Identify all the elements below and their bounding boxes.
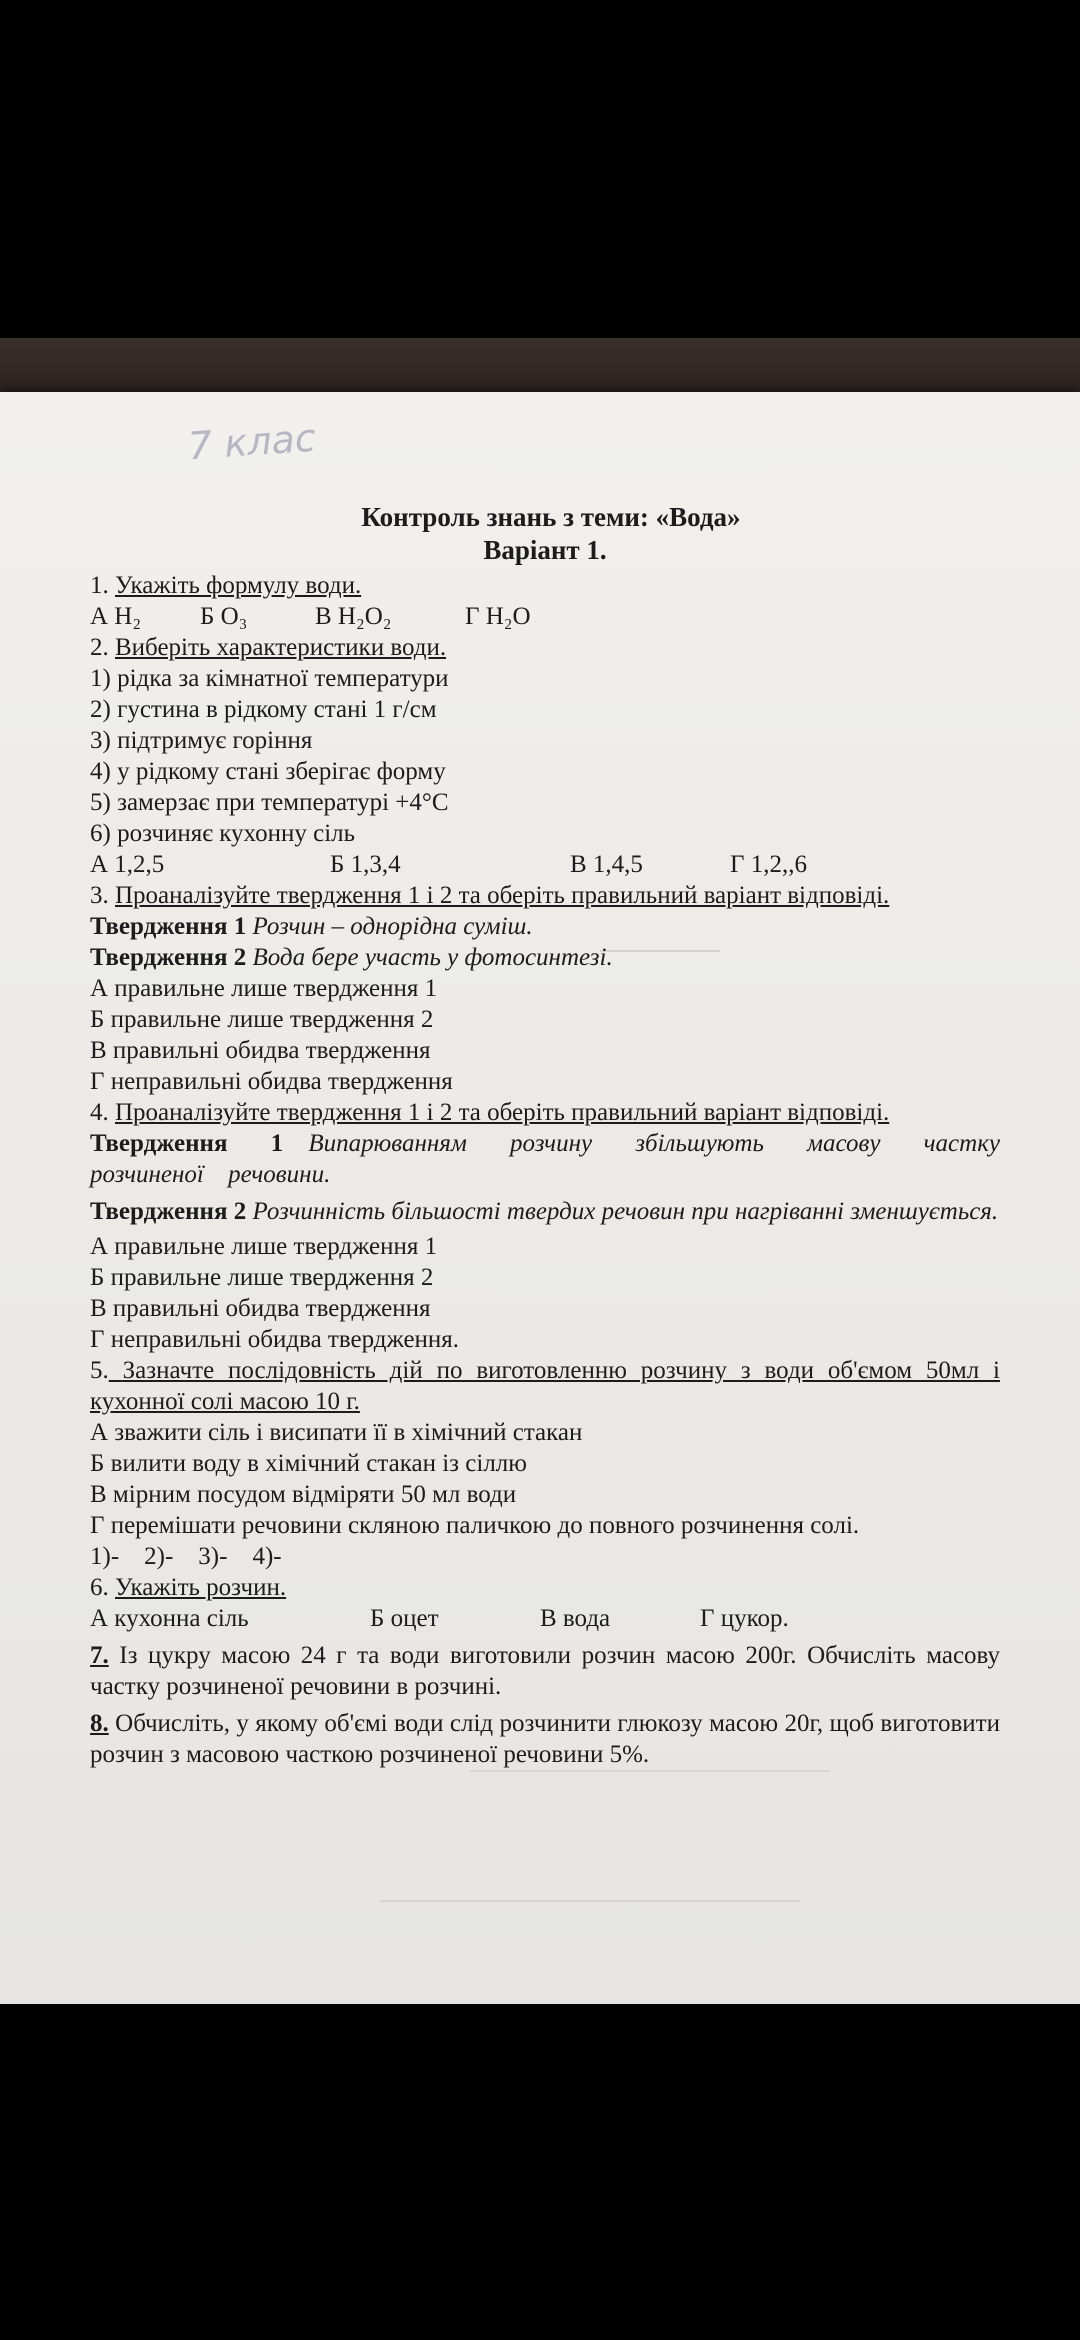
statement-text: Розчинність більшості твердих речовин при нагріванні зменшується.: [252, 1198, 999, 1225]
table-edge: [0, 338, 1080, 398]
option: Г неправильні обидва твердження.: [90, 1326, 460, 1353]
list-item: 4) у рідкому стані зберігає форму: [90, 758, 446, 785]
statement-1: [90, 911, 1000, 942]
option: В H₂O₂: [315, 603, 392, 630]
option: Б O₃: [200, 603, 248, 630]
list-item: 1) рідка за кімнатної температури: [90, 665, 449, 692]
list-item: А зважити сіль і висипати її в хімічний стакан: [90, 1419, 583, 1446]
dark-background-top: [0, 0, 1080, 338]
statement-text: Розчин – однорідна суміш.: [252, 913, 533, 940]
option: А 1,2,5: [90, 851, 165, 878]
question-text: Зазначте послідовність дій по виготовленню розчину з води об'ємом 50мл і кухонної солі масою 10 г.: [90, 1357, 1000, 1415]
option: Г H₂O: [465, 603, 531, 630]
option: Б 1,3,4: [330, 851, 401, 878]
question-8: [90, 1708, 1000, 1770]
question-5: [90, 1355, 1000, 1417]
option: В 1,4,5: [570, 851, 643, 878]
option: А H₂: [90, 603, 142, 630]
statement-text: Випарюванням розчину збільшують масову частку розчиненої речовини.: [90, 1130, 1000, 1188]
option: В правильні обидва твердження: [90, 1295, 431, 1322]
question-number: 7.: [90, 1642, 109, 1669]
option: В вода: [540, 1605, 611, 1632]
answer-sequence: 1)- 2)- 3)- 4)-: [90, 1543, 282, 1570]
list-item: В мірним посудом відміряти 50 мл води: [90, 1481, 517, 1508]
question-number: 4.: [90, 1099, 109, 1126]
question-1: [90, 570, 1000, 601]
list-item: 6) розчиняє кухонну сіль: [90, 820, 356, 847]
statement-text: Вода бере участь у фотосинтезі.: [252, 944, 613, 971]
question-number: 3.: [90, 882, 109, 909]
statement-1: [90, 1128, 1000, 1190]
option: Г цукор.: [700, 1605, 789, 1632]
question-text: Укажіть розчин.: [115, 1574, 287, 1601]
question-text: Обчисліть, у якому об'ємі води слід розчинити глюкозу масою 20г, щоб виготовити розчин з масовою часткою розчиненої речовини 5%.: [90, 1710, 1000, 1768]
page-title: Контроль знань з теми: «Вода»: [361, 502, 741, 532]
variant-label: Варіант 1.: [483, 535, 607, 565]
question-1-options: [90, 601, 1000, 632]
question-text: Проаналізуйте твердження 1 і 2 та оберіть правильний варіант відповіді.: [115, 1099, 890, 1126]
option: В правильні обидва твердження: [90, 1037, 431, 1064]
question-number: 5.: [90, 1357, 109, 1384]
list-item: 3) підтримує горіння: [90, 727, 313, 754]
question-2-options: [90, 849, 1000, 880]
test-content: [90, 502, 1000, 1770]
show-through-mark: [380, 1882, 800, 1902]
question-text: Проаналізуйте твердження 1 і 2 та оберіть правильний варіант відповіді.: [115, 882, 890, 909]
option: Г неправильні обидва твердження: [90, 1068, 453, 1095]
statement-label: Твердження 1: [90, 913, 247, 940]
option: А правильне лише твердження 1: [90, 1233, 438, 1260]
statement-label: Твердження 1: [90, 1130, 284, 1157]
list-item: 5) замерзає при температурі +4°С: [90, 789, 449, 816]
list-item: Г перемішати речовини скляною паличкою до повного розчинення солі.: [90, 1512, 860, 1539]
question-text: Укажіть формулу води.: [115, 572, 362, 599]
statement-label: Твердження 2: [90, 1198, 247, 1225]
option: Г 1,2,,6: [730, 851, 807, 878]
question-text: Виберіть характеристики води.: [115, 634, 447, 661]
question-number: 6.: [90, 1574, 109, 1601]
paper-sheet: [0, 392, 1080, 2004]
question-3: [90, 880, 1000, 911]
dark-background-bottom: [0, 2004, 1080, 2340]
statement-2: [90, 942, 1000, 973]
statement-label: Твердження 2: [90, 944, 247, 971]
question-2: [90, 632, 1000, 663]
option: Б оцет: [370, 1605, 439, 1632]
question-text: Із цукру масою 24 г та води виготовили розчин масою 200г. Обчисліть масову частку розчиненої речовини в розчині.: [90, 1642, 1000, 1700]
question-6-options: [90, 1603, 1000, 1634]
question-number: 2.: [90, 634, 109, 661]
option: Б правильне лише твердження 2: [90, 1264, 434, 1291]
question-number: 1.: [90, 572, 109, 599]
question-number: 8.: [90, 1710, 109, 1737]
question-7: [90, 1640, 1000, 1702]
list-item: Б вилити воду в хімічний стакан із сіллю: [90, 1450, 527, 1477]
question-4: [90, 1097, 1000, 1128]
handwritten-note: 7 клас: [186, 415, 318, 469]
list-item: 2) густина в рідкому стані 1 г/см: [90, 696, 437, 723]
statement-2: [90, 1196, 1000, 1227]
option: А кухонна сіль: [90, 1605, 249, 1632]
option: А правильне лише твердження 1: [90, 975, 438, 1002]
option: Б правильне лише твердження 2: [90, 1006, 434, 1033]
question-6: [90, 1572, 1000, 1603]
